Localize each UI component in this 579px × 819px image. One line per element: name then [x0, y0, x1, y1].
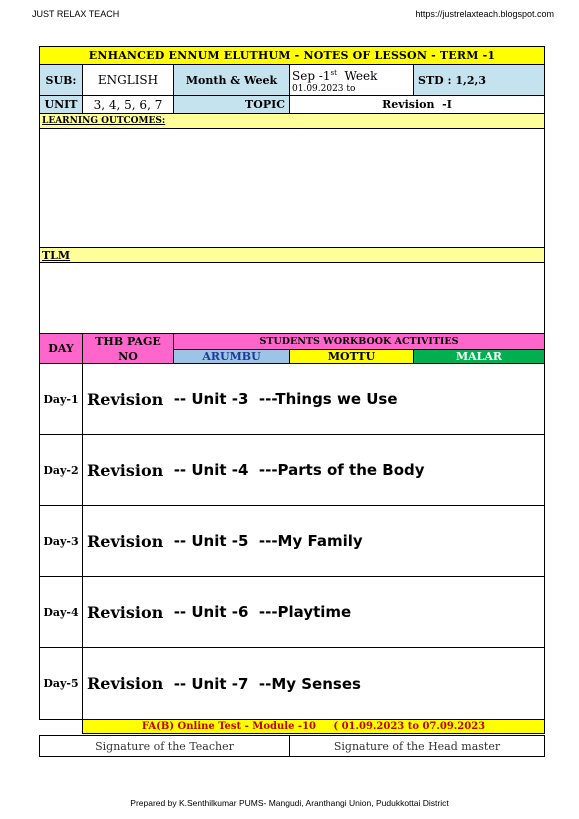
day-1-text: -- Unit -3 ---Things we Use	[163, 390, 398, 408]
day-4-label: Day-4	[39, 576, 83, 648]
day-1-rev: Revision	[87, 389, 164, 409]
month-week-sup: st	[330, 69, 337, 77]
teacher-signature: Signature of the Teacher	[39, 735, 290, 757]
day-1-label: Day-1	[39, 363, 83, 435]
day-3-text: -- Unit -5 ---My Family	[163, 532, 363, 550]
topic-label: TOPIC	[173, 95, 290, 114]
page-title: ENHANCED ENNUM ELUTHUM - NOTES OF LESSON - TERM -1	[39, 46, 545, 65]
learning-outcomes-label: LEARNING OUTCOMES:	[42, 116, 166, 126]
thb-page-header	[82, 333, 174, 364]
day-1-content	[82, 363, 545, 435]
unit-label: UNIT	[39, 95, 83, 114]
date-from: 01.09.2023 to	[292, 84, 356, 94]
learning-outcomes-area	[39, 128, 545, 248]
workbook-header: STUDENTS WORKBOOK ACTIVITIES	[173, 333, 545, 350]
learning-outcomes-bar	[39, 113, 545, 129]
day-5-text: -- Unit -7 --My Senses	[163, 674, 361, 693]
tlm-bar	[39, 247, 545, 263]
prepared-by-footer: Prepared by K.Senthilkumar PUMS- Mangudi, Aranthangi Union, Pudukkottai District	[130, 798, 449, 808]
day-3-label: Day-3	[39, 505, 83, 577]
month-week-tail: Week	[336, 69, 378, 83]
malar-header: MALAR	[413, 349, 545, 364]
site-url[interactable]: https://justrelaxteach.blogspot.com	[415, 9, 554, 19]
subject-label: SUB:	[39, 64, 83, 96]
day-2-text: -- Unit -4 ---Parts of the Body	[163, 461, 425, 479]
topic-value: Revision -I	[289, 95, 545, 114]
mottu-header: MOTTU	[289, 349, 414, 364]
day-3-content	[82, 505, 545, 577]
std-label: STD : 1,2,3	[413, 64, 545, 96]
tlm-label: TLM	[42, 248, 71, 262]
month-week-label: Month & Week	[173, 64, 290, 96]
day-5-label: Day-5	[39, 647, 83, 720]
day-4-content	[82, 576, 545, 648]
month-week-value	[289, 64, 414, 96]
day-rows	[39, 363, 545, 720]
month-week-text: Sep -1	[292, 69, 331, 83]
day-2-label: Day-2	[39, 434, 83, 506]
day-4-rev: Revision	[87, 602, 164, 622]
day-2-content	[82, 434, 545, 506]
thb-no-text: NO	[118, 349, 138, 363]
thb-page-text: THB PAGE	[95, 334, 161, 348]
site-name: JUST RELAX TEACH	[32, 9, 120, 19]
head-signature: Signature of the Head master	[289, 735, 545, 757]
day-2-rev: Revision	[87, 460, 164, 480]
arumbu-header: ARUMBU	[173, 349, 290, 364]
day-header: DAY	[39, 333, 83, 364]
day-5-rev: Revision	[87, 674, 164, 693]
day-5-content	[82, 647, 545, 720]
day-3-rev: Revision	[87, 531, 164, 551]
subject-value: ENGLISH	[82, 64, 174, 96]
fa-test-bar: FA(B) Online Test - Module -10 ( 01.09.2023 to 07.09.2023	[82, 719, 545, 734]
day-4-text: -- Unit -6 ---Playtime	[163, 603, 352, 621]
unit-value: 3, 4, 5, 6, 7	[82, 95, 174, 114]
tlm-area	[39, 262, 545, 334]
